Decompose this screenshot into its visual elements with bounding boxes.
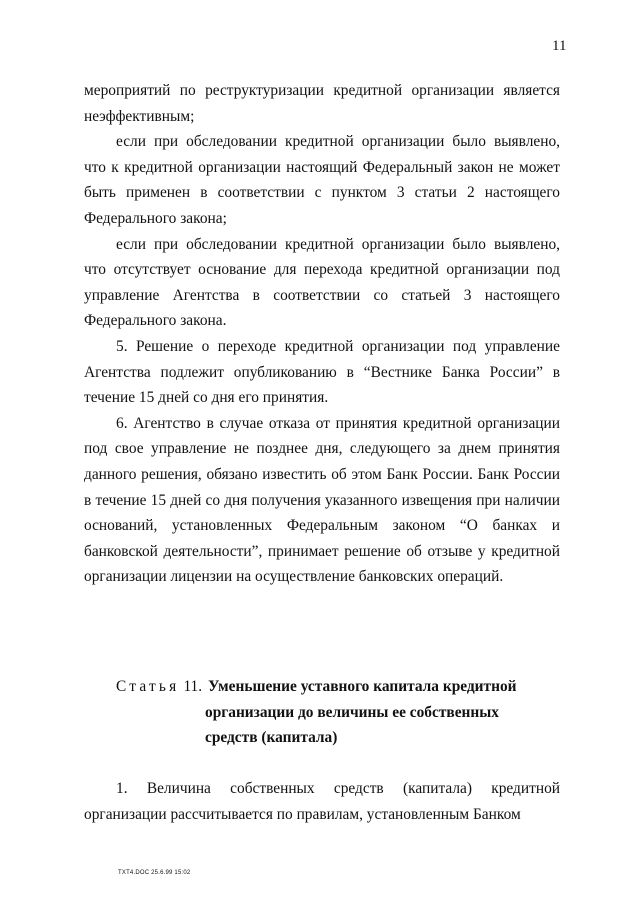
article-body (84, 776, 560, 827)
article-title-line-3: средств (капитала) (205, 729, 338, 746)
body-text (84, 78, 560, 590)
paragraph: мероприятий по реструктуризации кредитной организации является неэффективным; (84, 82, 560, 125)
paragraph: если при обследовании кредитной организации было выявлено, что отсутствует основание для перехода кредитной организации под управление Агентства в соответствии со статьей 3 настоящего Федерального закона. (84, 235, 560, 330)
article-number: 11. (183, 678, 203, 695)
article-paragraph: 1. Величина собственных средств (капитала) кредитной организации рассчитывается по правилам, установленным Банком (84, 780, 560, 823)
article-title-line-2: организации до величины ее собственных (205, 703, 499, 721)
paragraph: 6. Агентство в случае отказа от принятия кредитной организации под свое управление не позднее дня, следующего за днем принятия данного решения, обязано известить об этом Банк России. Банк России в течение 15 дней со дня получения указанного извещения при наличии оснований, установленных Федеральным законом “О банках и банковской деятельности”, принимает решение об отзыве у кредитной организации лицензии на осуществление банковских операций. (84, 414, 560, 586)
paragraph: если при обследовании кредитной организации было выявлено, что к кредитной организации настоящий Федеральный закон не может быть применен в соответствии с пунктом 3 статьи 2 настоящего Федерального закона; (84, 133, 560, 227)
footer-stamp: TXT4.DOC 25.6.99 15:02 (118, 870, 191, 876)
page-number: 11 (552, 38, 567, 54)
article-title-line-1: Уменьшение уставного капитала кредитной (208, 678, 517, 695)
article-label: Статья (116, 678, 180, 695)
paragraph: 5. Решение о переходе кредитной организации под управление Агентства подлежит опубликованию в “Вестнике Банка России” в течение 15 дней со дня его принятия. (84, 337, 560, 407)
article-heading (116, 674, 576, 751)
